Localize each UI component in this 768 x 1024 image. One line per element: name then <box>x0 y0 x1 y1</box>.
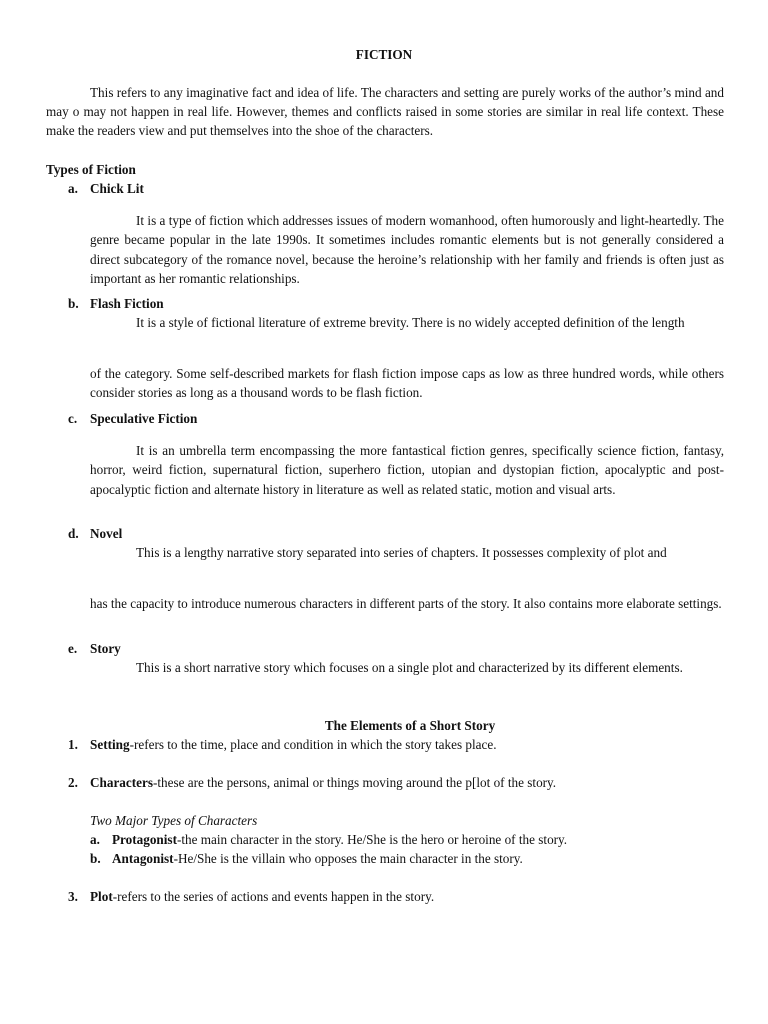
type-label-flash-fiction: b. Flash Fiction <box>68 296 164 311</box>
type-label-story: e. Story <box>68 641 121 656</box>
intro-paragraph: This refers to any imaginative fact and idea of life. The characters and setting are purely works of the author’s mind and may o may not happen in real life. However, themes and conflicts raised in some stories are similar in real life context. These make the readers view and put themselves into the shoe of the characters. <box>46 85 724 139</box>
type-text-novel-indented: This is a lengthy narrative story separated into series of chapters. It possesses complexity of plot and <box>136 545 667 560</box>
document-title: FICTION <box>355 47 413 62</box>
element-characters: 2. Characters-these are the persons, animal or things moving around the p[lot of the story. <box>68 775 557 790</box>
elements-heading: The Elements of a Short Story <box>324 718 496 733</box>
type-label-novel: d. Novel <box>68 526 123 541</box>
element-plot: 3. Plot-refers to the series of actions and events happen in the story. <box>68 889 435 904</box>
type-label-chick-lit: a. Chick Lit <box>68 181 144 196</box>
type-text-speculative-fiction: It is an umbrella term encompassing the more fantastical fiction genres, specifically science fiction, fantasy, horror, weird fiction, supernatural fiction, superhero fiction, utopian and dystopian fiction, apocalyptic and post-apocalyptic fiction and alternate history in literature as well as related static, motion and visual arts. <box>90 443 724 497</box>
type-label-speculative-fiction: c. Speculative Fiction <box>68 411 198 426</box>
character-type-antagonist: b. Antagonist-He/She is the villain who opposes the main character in the story. <box>90 851 523 866</box>
type-text-flash-fiction-indented: It is a style of fictional literature of extreme brevity. There is no widely accepted definition of the length <box>136 315 685 330</box>
character-types-heading: Two Major Types of Characters <box>90 813 258 828</box>
types-heading: Types of Fiction <box>46 162 136 177</box>
type-text-story-indented: This is a short narrative story which focuses on a single plot and characterized by its different elements. <box>136 660 683 675</box>
element-setting: 1. Setting-refers to the time, place and condition in which the story takes place. <box>68 737 497 752</box>
type-text-chick-lit: It is a type of fiction which addresses issues of modern womanhood, often humorously and light-heartedly. The genre became popular in the late 1990s. It sometimes includes romantic elements but is not generally considered a direct subcategory of the romance novel, because the heroine’s relationship with her family and friends is often just as important as her romantic relationships. <box>90 213 724 286</box>
type-text-novel: has the capacity to introduce numerous characters in different parts of the story. It also contains more elaborate settings. <box>90 596 722 612</box>
character-type-protagonist: a. Protagonist-the main character in the story. He/She is the hero or heroine of the story. <box>90 832 568 847</box>
type-text-flash-fiction: of the category. Some self-described markets for flash fiction impose caps as low as three hundred words, while others consider stories as long as a thousand words to be flash fiction. <box>90 366 724 401</box>
